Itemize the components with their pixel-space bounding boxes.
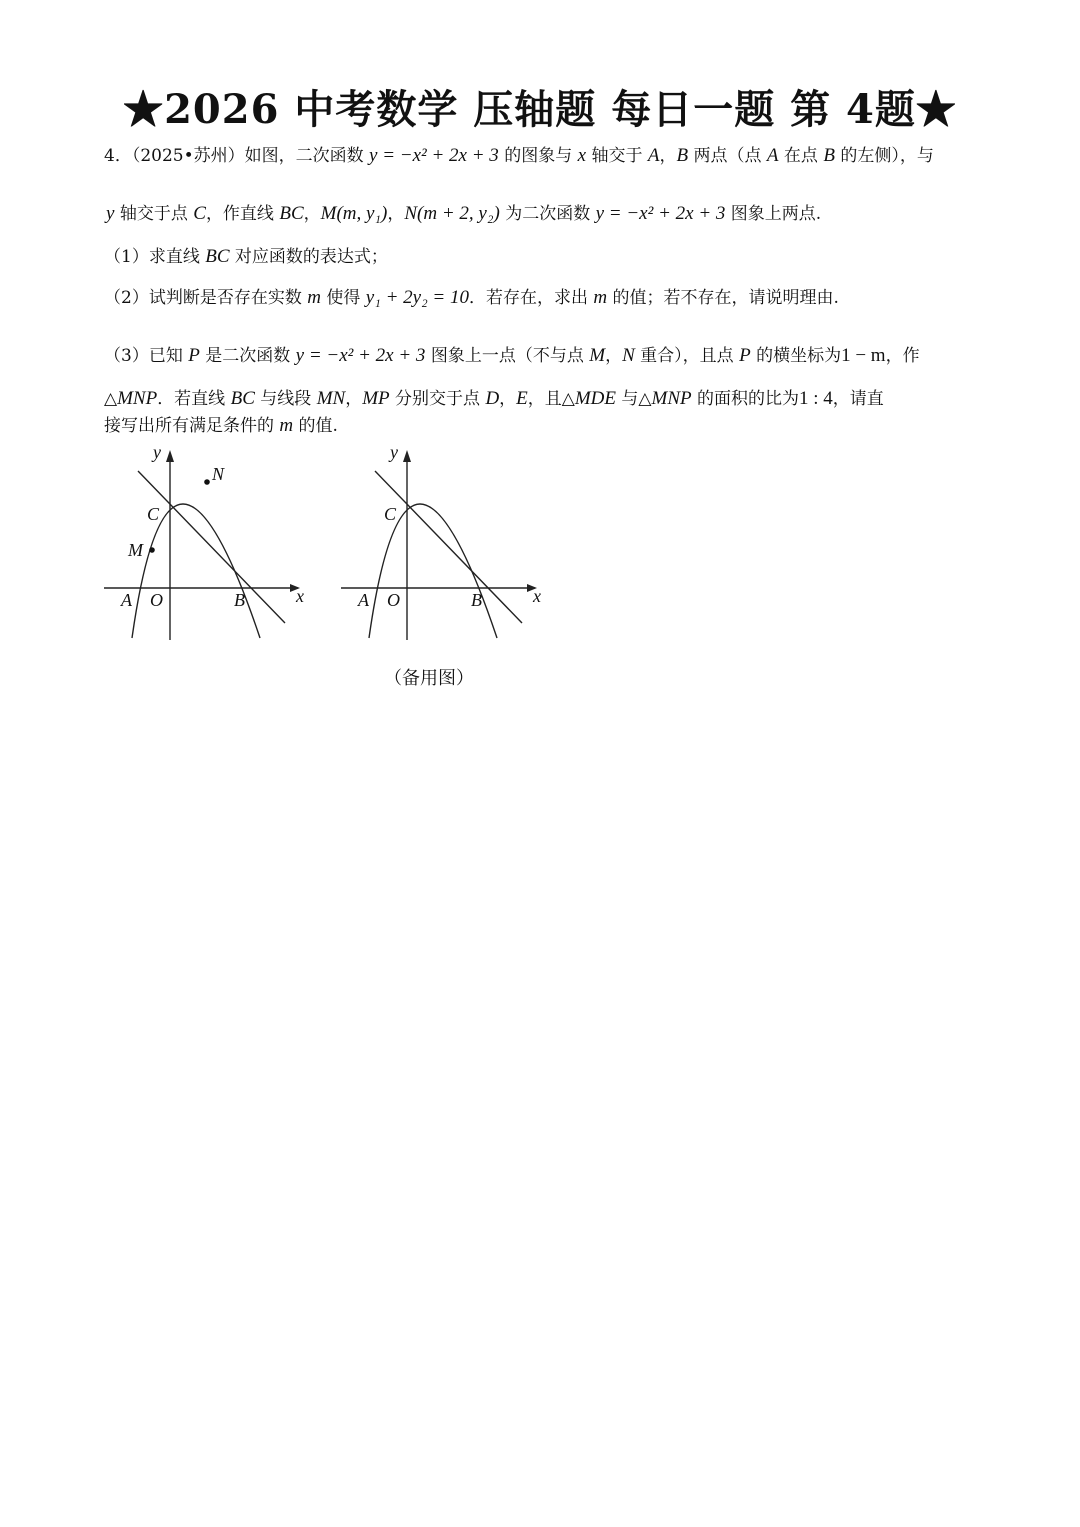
label-o: O <box>150 590 163 610</box>
point-m-dot <box>149 547 155 553</box>
question-3-line-3: 接写出所有满足条件的 m 的值. <box>104 415 338 436</box>
figure-1 <box>100 440 320 645</box>
label-x: x <box>296 586 304 606</box>
label-c: C <box>384 504 397 524</box>
label-b: B <box>234 590 245 610</box>
label-y: y <box>390 442 398 462</box>
figure-2-graph <box>337 440 557 645</box>
question-1: （1）求直线 BC 对应函数的表达式； <box>104 246 388 267</box>
point-n: N(m + 2, y₂) <box>404 203 500 224</box>
page-title: ★2026 中考数学 压轴题 每日一题 第 4题★ <box>123 86 957 133</box>
label-c: C <box>147 504 160 524</box>
problem-line-2: y 轴交于点 C，作直线 BC，M(m, y₁)，N(m + 2, y₂) 为二次函数 y = −x² + 2x + 3 图象上两点. <box>106 203 822 224</box>
point-n-dot <box>204 479 210 485</box>
label-n: N <box>212 464 225 484</box>
label-o: O <box>387 590 400 610</box>
label-b: B <box>471 590 482 610</box>
point-m: M(m, y₁) <box>320 203 388 224</box>
label-y: y <box>153 442 161 462</box>
question-2: （2）试判断是否存在实数 m 使得 y₁ + 2y₂ = 10．若存在，求出 m 的值；若不存在，请说明理由. <box>104 287 839 308</box>
problem-line-1: 4．（2025•苏州）如图，二次函数 y = −x² + 2x + 3 的图象与 x 轴交于 A，B 两点（点 A 在点 B 的左侧），与 <box>104 145 934 166</box>
label-x: x <box>533 586 541 606</box>
y-axis-arrow-icon <box>403 450 411 462</box>
label-m: M <box>128 540 143 560</box>
quadratic-function: y = −x² + 2x + 3 <box>369 145 499 166</box>
parabola <box>369 504 497 638</box>
label-a: A <box>121 590 132 610</box>
figure-1-graph <box>100 440 320 645</box>
parabola <box>132 504 260 638</box>
y-axis-arrow-icon <box>166 450 174 462</box>
figure-2 <box>337 440 557 645</box>
question-3-line-1: （3）已知 P 是二次函数 y = −x² + 2x + 3 图象上一点（不与点 M，N 重合），且点 P 的横坐标为1 − m，作 <box>104 345 920 366</box>
label-a: A <box>358 590 369 610</box>
question-3-line-2: △MNP．若直线 BC 与线段 MN，MP 分别交于点 D，E，且△MDE 与△MNP 的面积的比为1 : 4，请直 <box>104 388 884 409</box>
equation: y₁ + 2y₂ = 10 <box>365 287 470 308</box>
figure-caption: （备用图） <box>384 668 474 689</box>
